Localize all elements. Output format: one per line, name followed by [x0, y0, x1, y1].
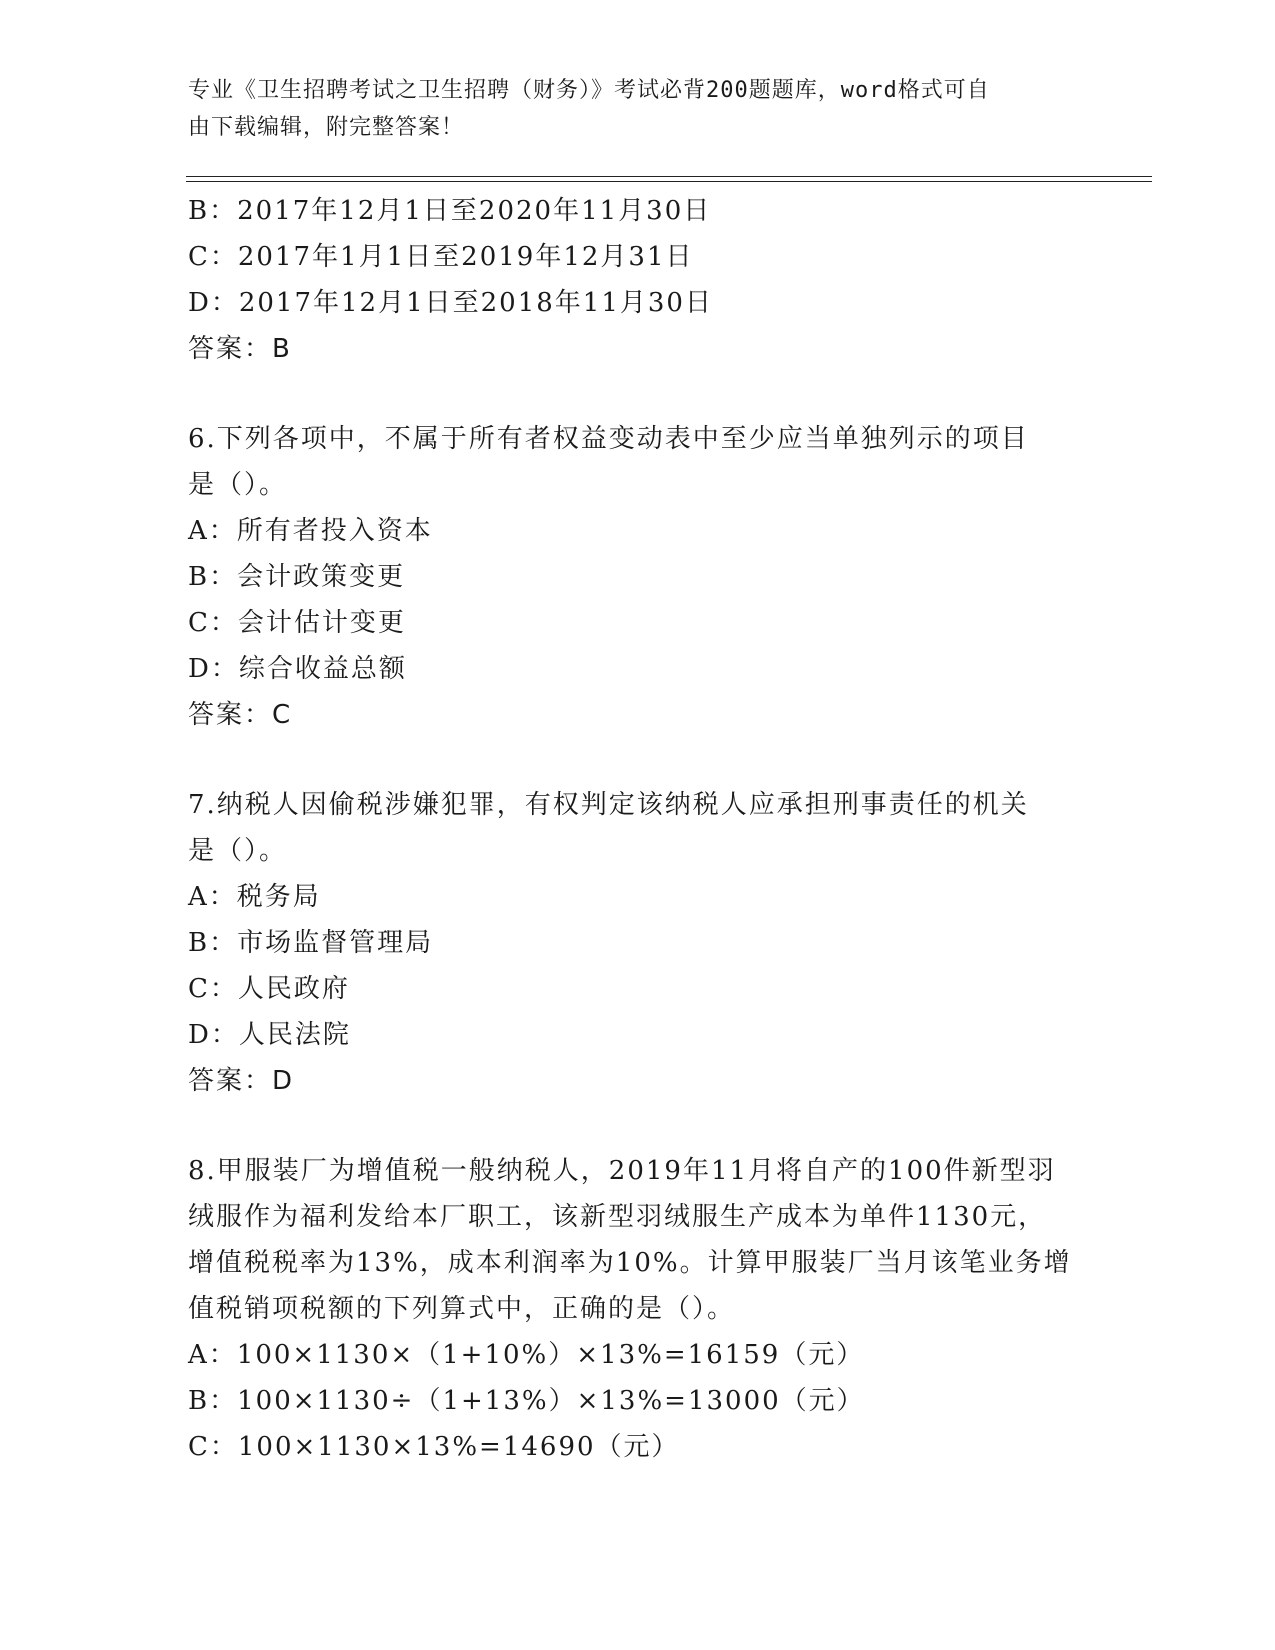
- q6-option-b: B：会计政策变更: [188, 562, 406, 592]
- question-8: [188, 1148, 1088, 1470]
- q7-answer: 答案：D: [188, 1066, 295, 1096]
- q5-option-c: C：2017年1月1日至2019年12月31日: [188, 242, 694, 272]
- q7-option-c: C：人民政府: [188, 974, 350, 1004]
- q6-stem-line-1: 6.下列各项中，不属于所有者权益变动表中至少应当单独列示的项目: [188, 424, 1029, 454]
- q6-answer: 答案：C: [188, 700, 293, 730]
- q5-option-b: B：2017年12月1日至2020年11月30日: [188, 196, 712, 226]
- q7-option-b: B：市场监督管理局: [188, 928, 434, 958]
- spacer: [188, 738, 1088, 782]
- q8-stem-line-3: 增值税税率为13%，成本利润率为10%。计算甲服装厂当月该笔业务增: [188, 1248, 1072, 1278]
- header-title-line-1: 专业《卫生招聘考试之卫生招聘（财务）》考试必背200题题库，word格式可自: [188, 78, 990, 103]
- header-divider: [186, 176, 1152, 182]
- q8-option-a: A：100×1130×（1+10%）×13%=16159（元）: [188, 1340, 865, 1370]
- q8-option-b: B：100×1130÷（1+13%）×13%=13000（元）: [188, 1386, 865, 1416]
- spacer: [188, 1104, 1088, 1148]
- q8-stem-line-4: 值税销项税额的下列算式中，正确的是（）。: [188, 1294, 736, 1324]
- q5-answer: 答案：B: [188, 334, 292, 364]
- q8-option-c: C：100×1130×13%=14690（元）: [188, 1432, 680, 1462]
- q7-stem-line-2: 是（）。: [188, 836, 288, 866]
- document-body: [188, 188, 1088, 1470]
- question-6: [188, 416, 1088, 738]
- q8-stem-line-2: 绒服作为福利发给本厂职工，该新型羽绒服生产成本为单件1130元，: [188, 1202, 1047, 1232]
- document-header: [188, 72, 1068, 146]
- q6-option-d: D：综合收益总额: [188, 654, 407, 684]
- question-7: [188, 782, 1088, 1104]
- q8-stem-line-1: 8.甲服装厂为增值税一般纳税人，2019年11月将自产的100件新型羽: [188, 1156, 1056, 1186]
- q5-option-d: D：2017年12月1日至2018年11月30日: [188, 288, 713, 318]
- q6-option-c: C：会计估计变更: [188, 608, 406, 638]
- q7-option-a: A：税务局: [188, 882, 321, 912]
- q6-stem-line-2: 是（）。: [188, 470, 288, 500]
- spacer: [188, 372, 1088, 416]
- question-5-tail: [188, 188, 1088, 372]
- header-title-line-2: 由下载编辑，附完整答案！: [188, 115, 465, 140]
- q7-option-d: D：人民法院: [188, 1020, 351, 1050]
- q6-option-a: A：所有者投入资本: [188, 516, 433, 546]
- q7-stem-line-1: 7.纳税人因偷税涉嫌犯罪，有权判定该纳税人应承担刑事责任的机关: [188, 790, 1029, 820]
